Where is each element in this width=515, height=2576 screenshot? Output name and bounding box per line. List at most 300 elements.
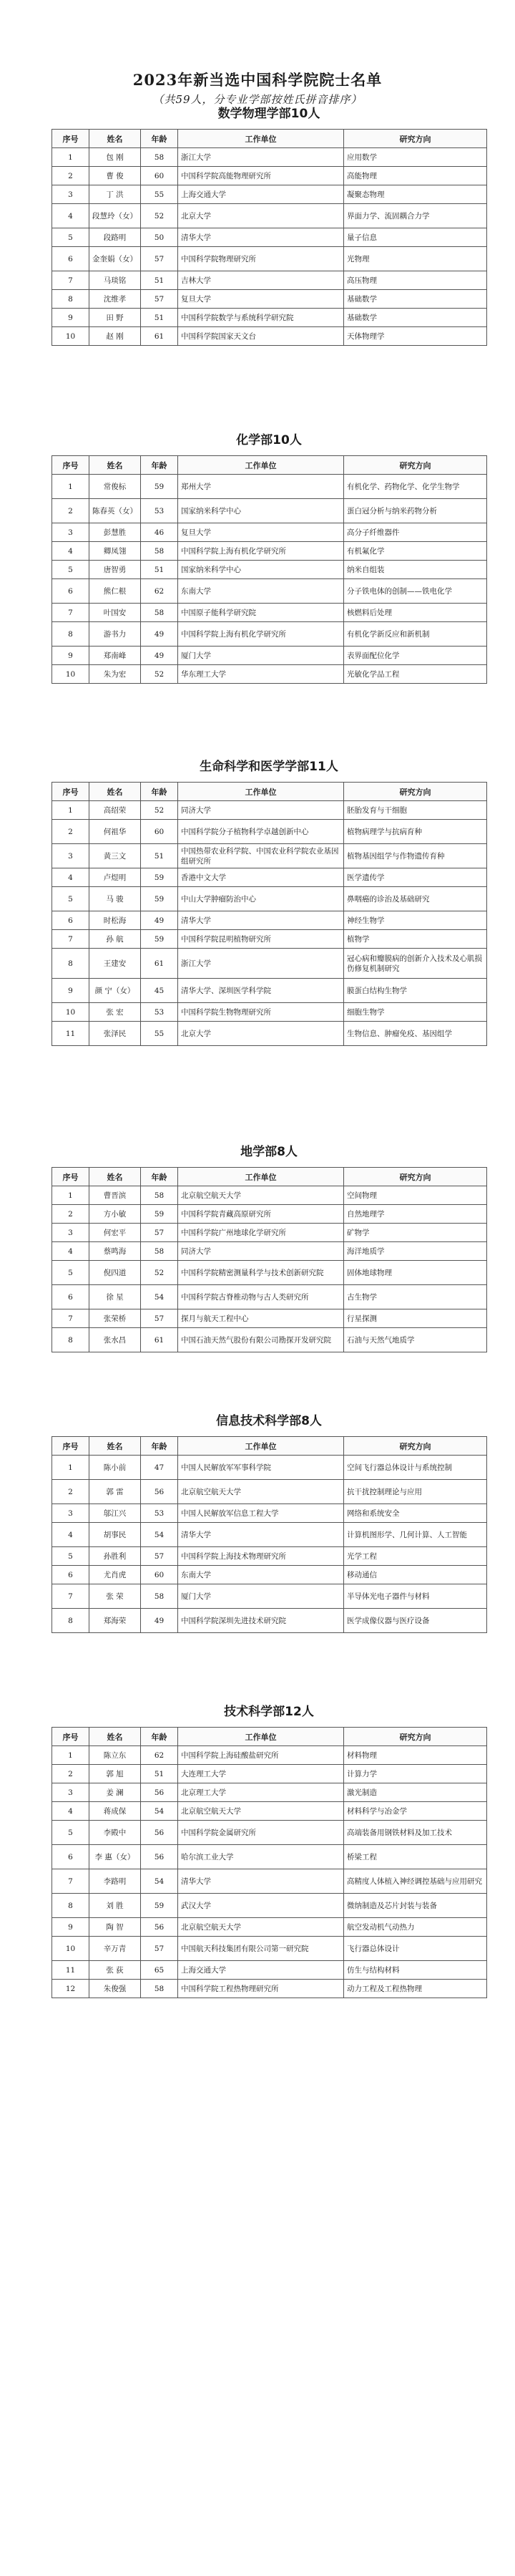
cell-index: 5 — [52, 1261, 89, 1285]
cell-field: 矿物学 — [344, 1224, 487, 1242]
cell-name: 倪四道 — [89, 1261, 141, 1285]
table-row — [52, 979, 487, 1003]
table-row — [52, 820, 487, 844]
cell-name: 李 惠（女） — [89, 1845, 141, 1869]
cell-affiliation: 中国科学院上海硅酸盐研究所 — [178, 1746, 344, 1765]
cell-age: 62 — [141, 1746, 178, 1765]
cell-index: 9 — [52, 309, 89, 327]
cell-index: 4 — [52, 204, 89, 228]
cell-name: 张荣桥 — [89, 1309, 141, 1328]
table-row — [52, 204, 487, 228]
cell-age: 56 — [141, 1845, 178, 1869]
section — [52, 1704, 486, 1998]
cell-field: 空间飞行器总体设计与系统控制 — [344, 1456, 487, 1480]
table-row — [52, 911, 487, 930]
table-row — [52, 1186, 487, 1205]
cell-field: 材料科学与冶金学 — [344, 1802, 487, 1821]
cell-field: 医学成像仪器与医疗设备 — [344, 1609, 487, 1633]
section — [52, 1413, 486, 1633]
cell-age: 56 — [141, 1918, 178, 1937]
cell-affiliation: 北京航空航天大学 — [178, 1480, 344, 1504]
cell-age: 65 — [141, 1961, 178, 1980]
cell-field: 医学遗传学 — [344, 868, 487, 887]
cell-index: 1 — [52, 148, 89, 167]
cell-name: 张水昌 — [89, 1328, 141, 1352]
column-header-age: 年龄 — [141, 1437, 178, 1456]
cell-index: 9 — [52, 647, 89, 665]
cell-index: 6 — [52, 1285, 89, 1309]
cell-name: 方小敏 — [89, 1205, 141, 1224]
cell-field: 膜蛋白结构生物学 — [344, 979, 487, 1003]
cell-index: 7 — [52, 1309, 89, 1328]
cell-age: 58 — [141, 1584, 178, 1609]
cell-field: 飞行器总体设计 — [344, 1937, 487, 1961]
cell-affiliation: 中国科学院精密测量科学与技术创新研究院 — [178, 1261, 344, 1285]
column-header-name: 姓名 — [89, 1728, 141, 1746]
cell-field: 行星探测 — [344, 1309, 487, 1328]
column-header-index: 序号 — [52, 130, 89, 148]
cell-field: 仿生与结构材料 — [344, 1961, 487, 1980]
cell-name: 马琰铭 — [89, 271, 141, 290]
cell-name: 朱俊强 — [89, 1980, 141, 1998]
cell-affiliation: 哈尔滨工业大学 — [178, 1845, 344, 1869]
page-subtitle: （共59人，分专业学部按姓氏拼音排序） — [152, 93, 363, 106]
cell-index: 7 — [52, 271, 89, 290]
cell-affiliation: 同济大学 — [178, 1242, 344, 1261]
cell-age: 49 — [141, 1609, 178, 1633]
table-row — [52, 1869, 487, 1894]
cell-field: 基础数学 — [344, 290, 487, 309]
cell-index: 4 — [52, 1802, 89, 1821]
table-row — [52, 1783, 487, 1802]
cell-age: 50 — [141, 228, 178, 247]
cell-age: 58 — [141, 1186, 178, 1205]
table-header-row — [52, 1168, 487, 1186]
cell-name: 段慧玲（女） — [89, 204, 141, 228]
column-header-field: 研究方向 — [344, 1168, 487, 1186]
cell-index: 2 — [52, 1765, 89, 1783]
cell-index: 8 — [52, 1328, 89, 1352]
cell-field: 凝聚态物理 — [344, 185, 487, 204]
cell-name: 李殿中 — [89, 1821, 141, 1845]
cell-index: 5 — [52, 1821, 89, 1845]
cell-name: 金奎娟（女） — [89, 247, 141, 271]
table-row — [52, 1845, 487, 1869]
table-row — [52, 1003, 487, 1022]
cell-affiliation: 复旦大学 — [178, 290, 344, 309]
cell-field: 植物基因组学与作物遗传育种 — [344, 844, 487, 868]
cell-index: 2 — [52, 820, 89, 844]
cell-field: 高能物理 — [344, 167, 487, 185]
academician-table — [52, 782, 487, 1046]
cell-index: 8 — [52, 1894, 89, 1918]
cell-affiliation: 中国热带农业科学院、中国农业科学院农业基因组研究所 — [178, 844, 344, 868]
section-title: 信息技术科学部8人 — [216, 1414, 322, 1428]
cell-index: 6 — [52, 247, 89, 271]
cell-name: 李路明 — [89, 1869, 141, 1894]
cell-field: 天体物理学 — [344, 327, 487, 346]
cell-name: 邬江兴 — [89, 1504, 141, 1523]
column-header-affiliation: 工作单位 — [178, 1168, 344, 1186]
table-row — [52, 1480, 487, 1504]
table-row — [52, 1261, 487, 1285]
table-row — [52, 1523, 487, 1547]
cell-affiliation: 北京航空航天大学 — [178, 1186, 344, 1205]
cell-name: 卿凤翎 — [89, 542, 141, 561]
cell-age: 55 — [141, 185, 178, 204]
cell-affiliation: 清华大学 — [178, 911, 344, 930]
table-row — [52, 1802, 487, 1821]
cell-affiliation: 东南大学 — [178, 579, 344, 604]
cell-field: 量子信息 — [344, 228, 487, 247]
table-row — [52, 1765, 487, 1783]
table-row — [52, 290, 487, 309]
cell-name: 丁 洪 — [89, 185, 141, 204]
cell-index: 1 — [52, 801, 89, 820]
cell-affiliation: 东南大学 — [178, 1566, 344, 1584]
cell-field: 有机化学新反应和新机制 — [344, 622, 487, 647]
cell-name: 张 荻 — [89, 1961, 141, 1980]
cell-affiliation: 郑州大学 — [178, 475, 344, 499]
cell-age: 60 — [141, 820, 178, 844]
cell-affiliation: 上海交通大学 — [178, 1961, 344, 1980]
cell-name: 游书力 — [89, 622, 141, 647]
cell-field: 计算力学 — [344, 1765, 487, 1783]
cell-name: 田 野 — [89, 309, 141, 327]
column-header-index: 序号 — [52, 1728, 89, 1746]
cell-affiliation: 香港中文大学 — [178, 868, 344, 887]
cell-field: 光敏化学品工程 — [344, 665, 487, 684]
cell-field: 高分子纤维器件 — [344, 523, 487, 542]
section-title: 数学物理学部10人 — [217, 107, 320, 121]
cell-index: 5 — [52, 228, 89, 247]
cell-field: 微纳制造及芯片封装与装备 — [344, 1894, 487, 1918]
column-header-field: 研究方向 — [344, 456, 487, 475]
cell-age: 59 — [141, 887, 178, 911]
cell-name: 王建安 — [89, 949, 141, 979]
cell-index: 2 — [52, 167, 89, 185]
cell-index: 8 — [52, 949, 89, 979]
cell-field: 空间物理 — [344, 1186, 487, 1205]
cell-field: 表界面配位化学 — [344, 647, 487, 665]
cell-age: 54 — [141, 1869, 178, 1894]
cell-index: 8 — [52, 622, 89, 647]
section — [52, 106, 486, 346]
cell-affiliation: 中国航天科技集团有限公司第一研究院 — [178, 1937, 344, 1961]
cell-index: 3 — [52, 1783, 89, 1802]
section — [52, 432, 486, 684]
academician-table — [52, 1436, 487, 1633]
table-row — [52, 1584, 487, 1609]
cell-name: 孙 航 — [89, 930, 141, 949]
cell-field: 基础数学 — [344, 309, 487, 327]
cell-name: 朱为宏 — [89, 665, 141, 684]
cell-field: 半导体光电子器件与材料 — [344, 1584, 487, 1609]
cell-field: 植物学 — [344, 930, 487, 949]
cell-field: 生物信息、肿瘤免疫、基因组学 — [344, 1022, 487, 1046]
cell-field: 鼻咽癌的诊治及基础研究 — [344, 887, 487, 911]
cell-name: 蔡鸣海 — [89, 1242, 141, 1261]
column-header-age: 年龄 — [141, 1728, 178, 1746]
cell-affiliation: 中国科学院数学与系统科学研究院 — [178, 309, 344, 327]
table-row — [52, 271, 487, 290]
cell-field: 高压物理 — [344, 271, 487, 290]
cell-age: 51 — [141, 1765, 178, 1783]
cell-name: 徐 星 — [89, 1285, 141, 1309]
cell-age: 51 — [141, 271, 178, 290]
cell-age: 51 — [141, 309, 178, 327]
cell-age: 61 — [141, 949, 178, 979]
cell-field: 冠心病和瓣膜病的创新介入技术及心肌损伤修复机制研究 — [344, 949, 487, 979]
cell-age: 57 — [141, 290, 178, 309]
cell-affiliation: 中国科学院分子植物科学卓越创新中心 — [178, 820, 344, 844]
cell-field: 网络和系统安全 — [344, 1504, 487, 1523]
cell-index: 6 — [52, 911, 89, 930]
cell-name: 姜 澜 — [89, 1783, 141, 1802]
cell-age: 52 — [141, 1261, 178, 1285]
cell-age: 59 — [141, 868, 178, 887]
cell-name: 包 刚 — [89, 148, 141, 167]
table-row — [52, 622, 487, 647]
cell-index: 10 — [52, 327, 89, 346]
table-row — [52, 579, 487, 604]
academician-table — [52, 129, 487, 346]
column-header-age: 年龄 — [141, 130, 178, 148]
cell-name: 陈小前 — [89, 1456, 141, 1480]
cell-affiliation: 北京理工大学 — [178, 1783, 344, 1802]
cell-index: 4 — [52, 868, 89, 887]
table-row — [52, 1918, 487, 1937]
table-row — [52, 167, 487, 185]
cell-index: 8 — [52, 290, 89, 309]
cell-index: 5 — [52, 887, 89, 911]
cell-affiliation: 中国科学院高能物理研究所 — [178, 167, 344, 185]
cell-index: 7 — [52, 1869, 89, 1894]
cell-affiliation: 中国人民解放军军事科学院 — [178, 1456, 344, 1480]
cell-name: 常俊标 — [89, 475, 141, 499]
cell-age: 54 — [141, 1523, 178, 1547]
cell-age: 49 — [141, 647, 178, 665]
cell-field: 航空发动机气动热力 — [344, 1918, 487, 1937]
column-header-name: 姓名 — [89, 1168, 141, 1186]
academician-table — [52, 1167, 487, 1352]
cell-name: 颜 宁（女） — [89, 979, 141, 1003]
cell-affiliation: 吉林大学 — [178, 271, 344, 290]
cell-age: 59 — [141, 1894, 178, 1918]
section-title: 化学部10人 — [236, 433, 302, 447]
cell-affiliation: 中国原子能科学研究院 — [178, 604, 344, 622]
section — [52, 759, 486, 1046]
table-row — [52, 1224, 487, 1242]
cell-field: 纳米自组装 — [344, 561, 487, 579]
table-row — [52, 1961, 487, 1980]
column-header-age: 年龄 — [141, 783, 178, 801]
cell-affiliation: 同济大学 — [178, 801, 344, 820]
cell-name: 赵 刚 — [89, 327, 141, 346]
cell-affiliation: 清华大学 — [178, 228, 344, 247]
table-row — [52, 801, 487, 820]
cell-index: 1 — [52, 1186, 89, 1205]
table-row — [52, 868, 487, 887]
column-header-affiliation: 工作单位 — [178, 1728, 344, 1746]
cell-affiliation: 中国人民解放军信息工程大学 — [178, 1504, 344, 1523]
cell-age: 45 — [141, 979, 178, 1003]
table-row — [52, 499, 487, 523]
cell-index: 6 — [52, 1845, 89, 1869]
column-header-field: 研究方向 — [344, 1728, 487, 1746]
cell-field: 神经生物学 — [344, 911, 487, 930]
cell-affiliation: 北京大学 — [178, 204, 344, 228]
cell-field: 胚胎发育与干细胞 — [344, 801, 487, 820]
cell-index: 1 — [52, 1746, 89, 1765]
cell-age: 57 — [141, 1937, 178, 1961]
cell-name: 郭 旭 — [89, 1765, 141, 1783]
cell-affiliation: 复旦大学 — [178, 523, 344, 542]
column-header-affiliation: 工作单位 — [178, 1437, 344, 1456]
cell-age: 56 — [141, 1821, 178, 1845]
cell-field: 界面力学、流固耦合力学 — [344, 204, 487, 228]
table-row — [52, 148, 487, 167]
cell-age: 59 — [141, 475, 178, 499]
column-header-field: 研究方向 — [344, 130, 487, 148]
column-header-name: 姓名 — [89, 783, 141, 801]
cell-affiliation: 清华大学 — [178, 1869, 344, 1894]
section-title: 生命科学和医学学部11人 — [200, 760, 338, 774]
cell-age: 55 — [141, 1022, 178, 1046]
cell-index: 4 — [52, 542, 89, 561]
cell-affiliation: 武汉大学 — [178, 1894, 344, 1918]
cell-name: 何宏平 — [89, 1224, 141, 1242]
cell-name: 张 宏 — [89, 1003, 141, 1022]
cell-index: 5 — [52, 1547, 89, 1566]
table-row — [52, 1504, 487, 1523]
cell-index: 4 — [52, 1523, 89, 1547]
cell-field: 抗干扰控制理论与应用 — [344, 1480, 487, 1504]
cell-field: 海洋地质学 — [344, 1242, 487, 1261]
table-row — [52, 930, 487, 949]
cell-affiliation: 中国科学院金属研究所 — [178, 1821, 344, 1845]
table-row — [52, 542, 487, 561]
column-header-affiliation: 工作单位 — [178, 130, 344, 148]
table-row — [52, 949, 487, 979]
cell-name: 马 骏 — [89, 887, 141, 911]
cell-index: 3 — [52, 1504, 89, 1523]
cell-affiliation: 中国科学院古脊椎动物与古人类研究所 — [178, 1285, 344, 1309]
table-header-row — [52, 783, 487, 801]
cell-affiliation: 华东理工大学 — [178, 665, 344, 684]
column-header-index: 序号 — [52, 1168, 89, 1186]
table-row — [52, 247, 487, 271]
cell-age: 60 — [141, 167, 178, 185]
table-row — [52, 185, 487, 204]
table-row — [52, 1937, 487, 1961]
cell-age: 52 — [141, 665, 178, 684]
cell-affiliation: 中国科学院工程热物理研究所 — [178, 1980, 344, 1998]
cell-affiliation: 厦门大学 — [178, 1584, 344, 1609]
table-row — [52, 844, 487, 868]
cell-age: 53 — [141, 1504, 178, 1523]
cell-name: 卢煜明 — [89, 868, 141, 887]
cell-field: 古生物学 — [344, 1285, 487, 1309]
cell-age: 59 — [141, 930, 178, 949]
cell-name: 蒋成保 — [89, 1802, 141, 1821]
cell-age: 52 — [141, 801, 178, 820]
table-row — [52, 523, 487, 542]
cell-affiliation: 大连理工大学 — [178, 1765, 344, 1783]
cell-index: 7 — [52, 930, 89, 949]
cell-name: 何祖华 — [89, 820, 141, 844]
cell-field: 细胞生物学 — [344, 1003, 487, 1022]
cell-index: 3 — [52, 1224, 89, 1242]
cell-field: 固体地球物理 — [344, 1261, 487, 1285]
column-header-affiliation: 工作单位 — [178, 456, 344, 475]
table-row — [52, 604, 487, 622]
cell-affiliation: 北京航空航天大学 — [178, 1918, 344, 1937]
cell-affiliation: 中国科学院广州地球化学研究所 — [178, 1224, 344, 1242]
cell-index: 10 — [52, 1003, 89, 1022]
cell-index: 2 — [52, 1205, 89, 1224]
cell-affiliation: 北京大学 — [178, 1022, 344, 1046]
cell-age: 54 — [141, 1802, 178, 1821]
column-header-affiliation: 工作单位 — [178, 783, 344, 801]
cell-index: 4 — [52, 1242, 89, 1261]
cell-field: 高精度人体植入神经调控基础与应用研究 — [344, 1869, 487, 1894]
table-row — [52, 887, 487, 911]
cell-affiliation: 北京航空航天大学 — [178, 1802, 344, 1821]
cell-index: 1 — [52, 475, 89, 499]
section-title: 地学部8人 — [240, 1145, 298, 1159]
cell-age: 52 — [141, 204, 178, 228]
table-row — [52, 1821, 487, 1845]
column-header-field: 研究方向 — [344, 1437, 487, 1456]
cell-index: 9 — [52, 1918, 89, 1937]
cell-name: 熊仁根 — [89, 579, 141, 604]
cell-affiliation: 中国石油天然气股份有限公司勘探开发研究院 — [178, 1328, 344, 1352]
cell-age: 57 — [141, 1547, 178, 1566]
cell-name: 尤肖虎 — [89, 1566, 141, 1584]
table-header-row — [52, 130, 487, 148]
cell-affiliation: 清华大学 — [178, 1523, 344, 1547]
cell-age: 61 — [141, 327, 178, 346]
cell-affiliation: 中国科学院青藏高原研究所 — [178, 1205, 344, 1224]
table-row — [52, 1022, 487, 1046]
cell-age: 59 — [141, 1205, 178, 1224]
cell-index: 3 — [52, 844, 89, 868]
cell-age: 49 — [141, 911, 178, 930]
table-row — [52, 647, 487, 665]
cell-name: 段路明 — [89, 228, 141, 247]
cell-name: 高绍荣 — [89, 801, 141, 820]
cell-age: 58 — [141, 542, 178, 561]
cell-field: 分子铁电体的创制——铁电化学 — [344, 579, 487, 604]
cell-name: 唐智勇 — [89, 561, 141, 579]
cell-affiliation: 国家纳米科学中心 — [178, 561, 344, 579]
table-row — [52, 309, 487, 327]
cell-affiliation: 中山大学肿瘤防治中心 — [178, 887, 344, 911]
cell-index: 7 — [52, 604, 89, 622]
cell-affiliation: 浙江大学 — [178, 148, 344, 167]
cell-age: 56 — [141, 1783, 178, 1802]
cell-affiliation: 中国科学院上海技术物理研究所 — [178, 1547, 344, 1566]
cell-field: 激光制造 — [344, 1783, 487, 1802]
cell-field: 光学工程 — [344, 1547, 487, 1566]
cell-field: 自然地理学 — [344, 1205, 487, 1224]
table-row — [52, 1894, 487, 1918]
table-header-row — [52, 1728, 487, 1746]
cell-name: 郭 雷 — [89, 1480, 141, 1504]
cell-age: 54 — [141, 1285, 178, 1309]
cell-affiliation: 中国科学院生物物理研究所 — [178, 1003, 344, 1022]
